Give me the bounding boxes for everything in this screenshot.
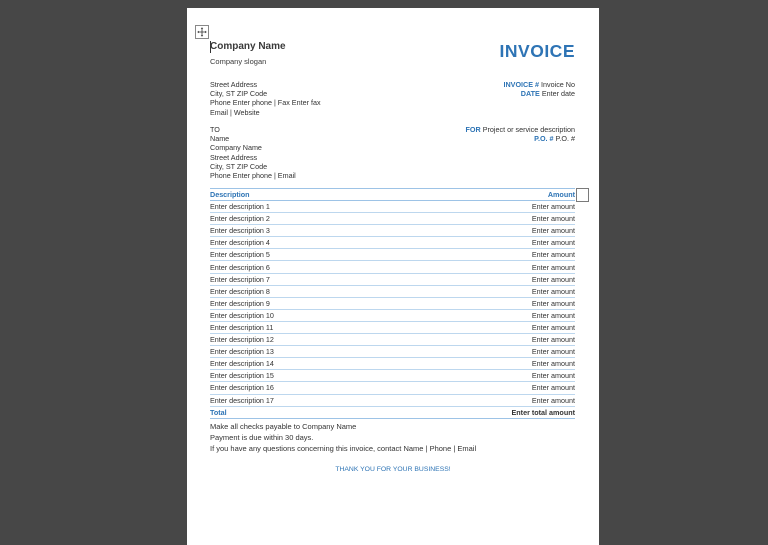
total-amount[interactable]: Enter total amount bbox=[393, 406, 575, 418]
table-header-row bbox=[210, 189, 575, 201]
bill-to-block[interactable] bbox=[210, 125, 296, 180]
row-description[interactable]: Enter description 14 bbox=[210, 358, 393, 370]
bill-to-company: Company Name bbox=[210, 143, 262, 153]
table-row bbox=[210, 273, 575, 285]
header-description[interactable]: Description bbox=[210, 189, 393, 201]
row-description[interactable]: Enter description 16 bbox=[210, 382, 393, 394]
table-row bbox=[210, 285, 575, 297]
company-email-website: Email | Website bbox=[210, 107, 260, 117]
row-amount[interactable]: Enter amount bbox=[393, 309, 575, 321]
invoice-date-label: DATE bbox=[520, 89, 540, 99]
row-description[interactable]: Enter description 10 bbox=[210, 309, 393, 321]
bill-to-contact: Phone Enter phone | Email bbox=[210, 171, 296, 181]
table-row bbox=[210, 309, 575, 321]
row-description[interactable]: Enter description 7 bbox=[210, 273, 393, 285]
row-amount[interactable]: Enter amount bbox=[393, 249, 575, 261]
row-description[interactable]: Enter description 9 bbox=[210, 297, 393, 309]
invoice-date-line bbox=[503, 89, 575, 98]
row-amount[interactable]: Enter amount bbox=[393, 321, 575, 333]
row-amount[interactable]: Enter amount bbox=[393, 213, 575, 225]
table-cell-selection-box[interactable] bbox=[576, 188, 589, 202]
table-row bbox=[210, 346, 575, 358]
document-page[interactable] bbox=[187, 8, 599, 545]
table-row bbox=[210, 382, 575, 394]
table-row bbox=[210, 237, 575, 249]
row-description[interactable]: Enter description 6 bbox=[210, 261, 393, 273]
invoice-title[interactable]: INVOICE bbox=[499, 41, 575, 61]
row-amount[interactable]: Enter amount bbox=[393, 297, 575, 309]
table-row bbox=[210, 249, 575, 261]
row-description[interactable]: Enter description 13 bbox=[210, 346, 393, 358]
row-description[interactable]: Enter description 2 bbox=[210, 213, 393, 225]
total-label[interactable]: Total bbox=[210, 406, 393, 418]
for-value: Project or service description bbox=[482, 125, 575, 134]
for-line bbox=[466, 125, 575, 134]
invoice-number-line bbox=[503, 80, 575, 89]
row-description[interactable]: Enter description 4 bbox=[210, 237, 393, 249]
invoice-number-value: Invoice No bbox=[541, 80, 575, 89]
company-name[interactable]: Company Name bbox=[210, 41, 286, 52]
for-label: FOR bbox=[465, 125, 481, 134]
company-address-block[interactable] bbox=[210, 80, 321, 117]
invoice-meta-block[interactable] bbox=[503, 80, 575, 98]
table-row bbox=[210, 297, 575, 309]
table-row bbox=[210, 334, 575, 346]
row-description[interactable]: Enter description 17 bbox=[210, 394, 393, 406]
row-amount[interactable]: Enter amount bbox=[393, 201, 575, 213]
row-amount[interactable]: Enter amount bbox=[393, 225, 575, 237]
row-amount[interactable]: Enter amount bbox=[393, 358, 575, 370]
footer-due: Payment is due within 30 days. bbox=[210, 432, 314, 442]
table-row bbox=[210, 321, 575, 333]
invoice-items-table[interactable] bbox=[210, 188, 575, 419]
company-phone-fax: Phone Enter phone | Fax Enter fax bbox=[210, 98, 321, 108]
table-row bbox=[210, 358, 575, 370]
row-description[interactable]: Enter description 12 bbox=[210, 334, 393, 346]
table-row bbox=[210, 225, 575, 237]
row-description[interactable]: Enter description 15 bbox=[210, 370, 393, 382]
row-description[interactable]: Enter description 8 bbox=[210, 285, 393, 297]
row-amount[interactable]: Enter amount bbox=[393, 394, 575, 406]
row-amount[interactable]: Enter amount bbox=[393, 382, 575, 394]
invoice-number-label: INVOICE # bbox=[503, 80, 540, 89]
project-block[interactable] bbox=[466, 125, 575, 143]
row-description[interactable]: Enter description 1 bbox=[210, 201, 393, 213]
table-row bbox=[210, 213, 575, 225]
po-value: P.O. # bbox=[555, 134, 575, 144]
row-description[interactable]: Enter description 3 bbox=[210, 225, 393, 237]
row-amount[interactable]: Enter amount bbox=[393, 285, 575, 297]
table-row bbox=[210, 201, 575, 213]
row-amount[interactable]: Enter amount bbox=[393, 346, 575, 358]
po-line bbox=[466, 134, 575, 143]
thank-you-note[interactable]: THANK YOU FOR YOUR BUSINESS! bbox=[335, 466, 451, 473]
footer-checks: Make all checks payable to Company Name bbox=[210, 422, 357, 431]
company-city: City, ST ZIP Code bbox=[210, 89, 268, 99]
table-row bbox=[210, 370, 575, 382]
row-amount[interactable]: Enter amount bbox=[393, 273, 575, 285]
bill-to-street: Street Address bbox=[210, 152, 258, 162]
table-move-handle-icon[interactable] bbox=[195, 25, 209, 39]
table-row bbox=[210, 394, 575, 406]
bill-to-label: TO bbox=[210, 125, 220, 134]
footer-questions: If you have any questions concerning this invoice, contact Name | Phone | Email bbox=[210, 443, 477, 453]
table-row bbox=[210, 261, 575, 273]
row-description[interactable]: Enter description 11 bbox=[210, 321, 393, 333]
footer-notes[interactable] bbox=[210, 422, 476, 454]
po-label: P.O. # bbox=[534, 134, 554, 144]
bill-to-name: Name bbox=[210, 134, 230, 144]
row-amount[interactable]: Enter amount bbox=[393, 237, 575, 249]
company-street: Street Address bbox=[210, 80, 258, 89]
row-description[interactable]: Enter description 5 bbox=[210, 249, 393, 261]
row-amount[interactable]: Enter amount bbox=[393, 370, 575, 382]
row-amount[interactable]: Enter amount bbox=[393, 334, 575, 346]
company-slogan[interactable]: Company slogan bbox=[210, 57, 267, 66]
bill-to-city: City, ST ZIP Code bbox=[210, 161, 268, 171]
header-amount[interactable]: Amount bbox=[393, 189, 575, 201]
invoice-date-value: Enter date bbox=[541, 89, 575, 99]
total-row bbox=[210, 406, 575, 418]
row-amount[interactable]: Enter amount bbox=[393, 261, 575, 273]
